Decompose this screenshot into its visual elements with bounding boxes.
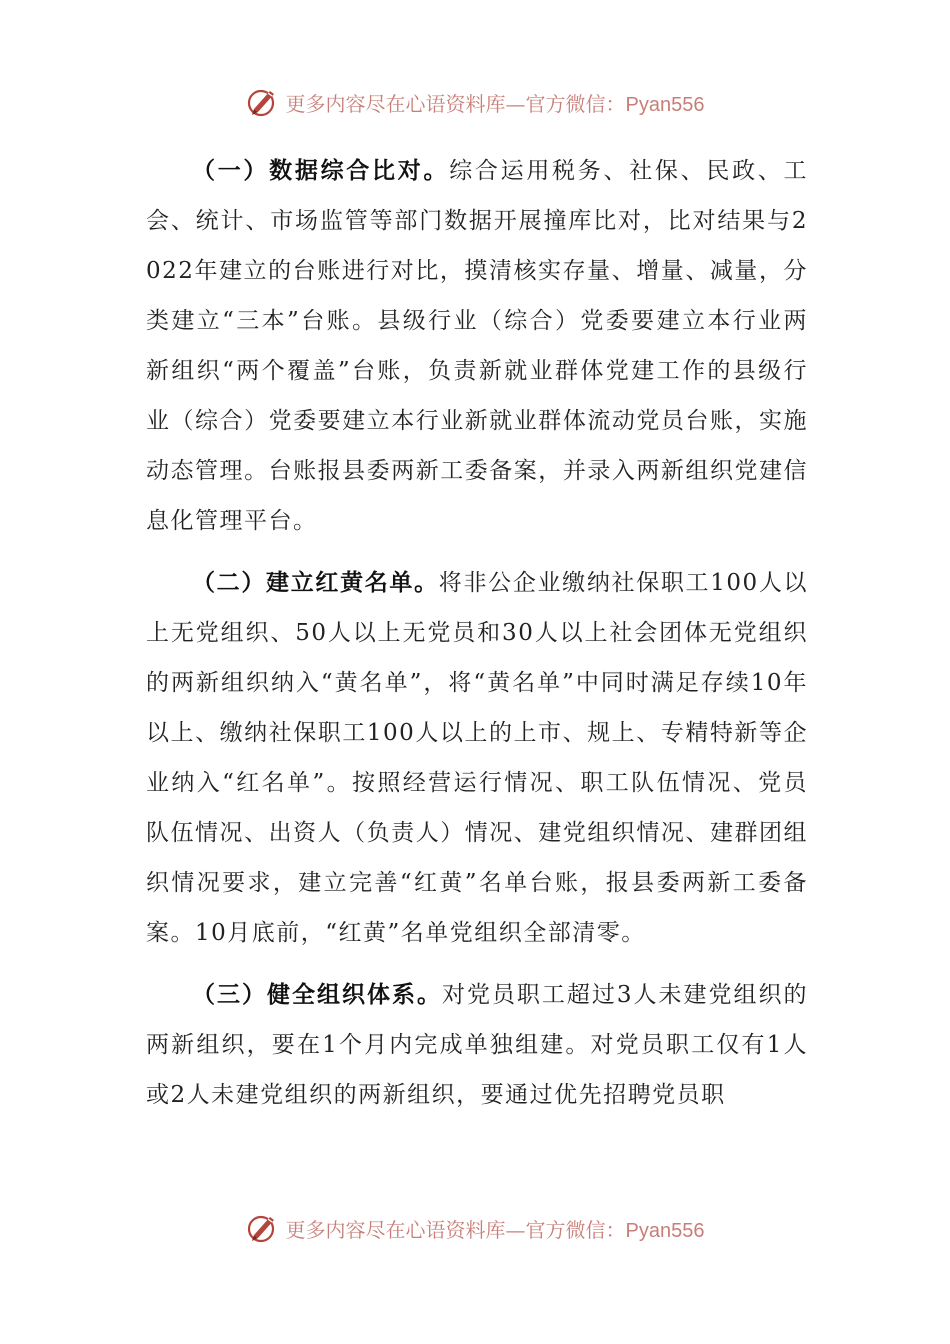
pen-logo-icon bbox=[246, 85, 280, 119]
pen-logo-icon bbox=[246, 1211, 280, 1245]
watermark-wechat-id: Pyan556 bbox=[625, 1219, 705, 1242]
watermark-wechat-id: Pyan556 bbox=[625, 93, 705, 116]
paragraph-1 bbox=[146, 146, 808, 546]
document-body bbox=[146, 146, 808, 1120]
watermark-header bbox=[0, 82, 950, 122]
paragraph-3-heading: （三）健全组织体系。 bbox=[192, 981, 442, 1008]
paragraph-2 bbox=[146, 558, 808, 958]
paragraph-1-text: 综合运用税务、社保、民政、工会、统计、市场监管等部门数据开展撞库比对，比对结果与2022年建立的台账进行对比，摸清核实存量、增量、减量，分类建立“三本”台账。县级行业（综合）党委要建立本行业两新组织“两个覆盖”台账，负责新就业群体党建工作的县级行业（综合）党委要建立本行业新就业群体流动党员台账，实施动态管理。台账报县委两新工委备案，并录入两新组织党建信息化管理平台。 bbox=[146, 158, 809, 534]
paragraph-2-heading: （二）建立红黄名单。 bbox=[192, 569, 439, 596]
paragraph-2-text: 将非公企业缴纳社保职工100人以上无党组织、50人以上无党员和30人以上社会团体无党组织的两新组织纳入“黄名单”，将“黄名单”中同时满足存续10年以上、缴纳社保职工100人以上的上市、规上、专精特新等企业纳入“红名单”。按照经营运行情况、职工队伍情况、党员队伍情况、出资人（负责人）情况、建党组织情况、建群团组织情况要求，建立完善“红黄”名单台账，报县委两新工委备案。10月底前，“红黄”名单党组织全部清零。 bbox=[146, 570, 808, 946]
watermark-text: 更多内容尽在心语资料库—官方微信：Pyan556 bbox=[285, 1217, 705, 1242]
paragraph-3 bbox=[146, 970, 808, 1120]
paragraph-3-text: 对党员职工超过3人未建党组织的两新组织，要在1个月内完成单独组建。对党员职工仅有1人或2人未建党组织的两新组织，要通过优先招聘党员职 bbox=[146, 982, 809, 1108]
paragraph-1-heading: （一）数据综合比对。 bbox=[192, 157, 450, 184]
watermark-footer bbox=[0, 1208, 950, 1248]
watermark-text: 更多内容尽在心语资料库—官方微信：Pyan556 bbox=[285, 91, 705, 116]
